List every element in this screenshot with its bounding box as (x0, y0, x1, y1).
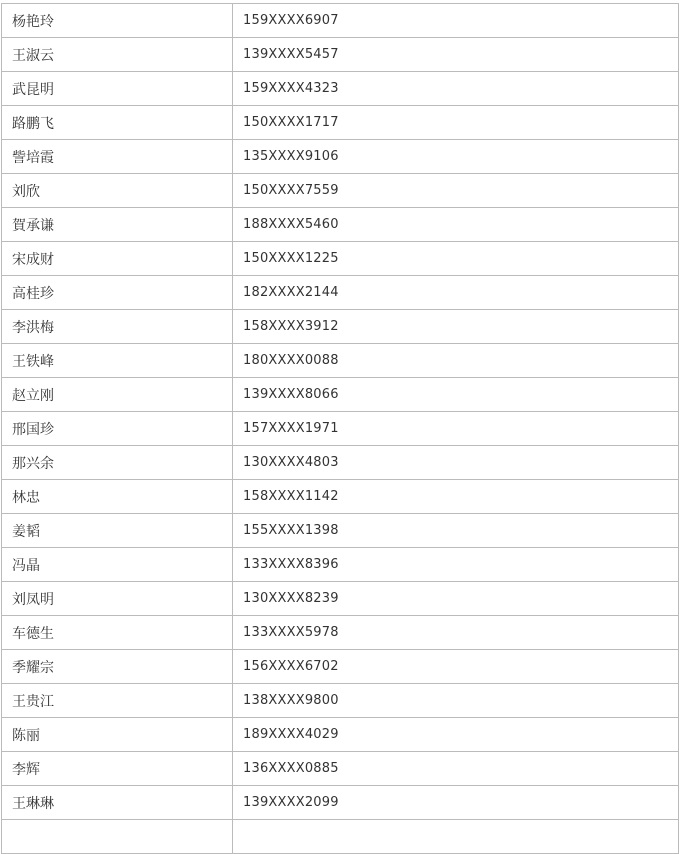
table-row (2, 378, 679, 412)
table-row (2, 446, 679, 480)
contact-name-cell: 那兴余 (2, 446, 233, 480)
contact-phone-cell: 135XXXX9106 (233, 140, 679, 174)
contact-name-cell: 王淑云 (2, 38, 233, 72)
contact-phone-cell: 158XXXX3912 (233, 310, 679, 344)
contact-table (1, 3, 679, 854)
contact-name-cell: 武昆明 (2, 72, 233, 106)
contact-phone-cell: 182XXXX2144 (233, 276, 679, 310)
contact-phone-cell: 138XXXX9800 (233, 684, 679, 718)
contact-phone-cell: 139XXXX2099 (233, 786, 679, 820)
table-row (2, 650, 679, 684)
table-row (2, 548, 679, 582)
table-row (2, 310, 679, 344)
contact-name-cell: 路鹏飞 (2, 106, 233, 140)
table-row (2, 242, 679, 276)
table-row (2, 786, 679, 820)
table-row (2, 582, 679, 616)
contact-phone-cell: 155XXXX1398 (233, 514, 679, 548)
table-row (2, 412, 679, 446)
contact-phone-cell: 139XXXX5457 (233, 38, 679, 72)
contact-phone-cell: 150XXXX1225 (233, 242, 679, 276)
contact-table-container (1, 3, 678, 854)
contact-name-cell: 车德生 (2, 616, 233, 650)
contact-name-cell: 林忠 (2, 480, 233, 514)
contact-name-cell: 訾培霞 (2, 140, 233, 174)
contact-name-cell: 李洪梅 (2, 310, 233, 344)
contact-name-cell: 陈丽 (2, 718, 233, 752)
contact-name-cell: 刘欣 (2, 174, 233, 208)
contact-table-body (2, 4, 679, 854)
table-row (2, 140, 679, 174)
table-row (2, 174, 679, 208)
table-row (2, 514, 679, 548)
contact-name-cell: 冯晶 (2, 548, 233, 582)
contact-phone-cell: 130XXXX8239 (233, 582, 679, 616)
contact-phone-cell: 130XXXX4803 (233, 446, 679, 480)
table-row (2, 38, 679, 72)
table-row (2, 344, 679, 378)
contact-phone-cell: 159XXXX4323 (233, 72, 679, 106)
contact-name-cell: 王琳琳 (2, 786, 233, 820)
contact-phone-cell: 180XXXX0088 (233, 344, 679, 378)
contact-phone-cell: 133XXXX5978 (233, 616, 679, 650)
table-row (2, 208, 679, 242)
contact-name-cell: 邢国珍 (2, 412, 233, 446)
contact-name-cell: 姜韬 (2, 514, 233, 548)
contact-name-cell: 賀承谦 (2, 208, 233, 242)
table-row (2, 684, 679, 718)
contact-phone-cell: 159XXXX6907 (233, 4, 679, 38)
contact-phone-cell: 158XXXX1142 (233, 480, 679, 514)
table-row (2, 616, 679, 650)
contact-phone-cell: 157XXXX1971 (233, 412, 679, 446)
contact-phone-cell: 150XXXX7559 (233, 174, 679, 208)
contact-name-cell: 杨艳玲 (2, 4, 233, 38)
contact-name-cell: 高桂珍 (2, 276, 233, 310)
contact-phone-cell: 188XXXX5460 (233, 208, 679, 242)
table-row (2, 752, 679, 786)
contact-phone-cell: 136XXXX0885 (233, 752, 679, 786)
contact-name-cell: 宋成财 (2, 242, 233, 276)
contact-phone-cell: 156XXXX6702 (233, 650, 679, 684)
contact-phone-cell: 189XXXX4029 (233, 718, 679, 752)
contact-name-cell: 赵立刚 (2, 378, 233, 412)
table-row (2, 480, 679, 514)
contact-name-cell: 王贵江 (2, 684, 233, 718)
contact-name-cell: 王铁峰 (2, 344, 233, 378)
contact-name-cell: 季耀宗 (2, 650, 233, 684)
contact-phone-cell: 139XXXX8066 (233, 378, 679, 412)
table-row (2, 4, 679, 38)
table-row (2, 106, 679, 140)
contact-name-cell: 刘凤明 (2, 582, 233, 616)
contact-name-cell: 李辉 (2, 752, 233, 786)
contact-phone-cell: 150XXXX1717 (233, 106, 679, 140)
table-row (2, 718, 679, 752)
contact-phone-cell: 133XXXX8396 (233, 548, 679, 582)
table-row (2, 276, 679, 310)
table-row (2, 72, 679, 106)
